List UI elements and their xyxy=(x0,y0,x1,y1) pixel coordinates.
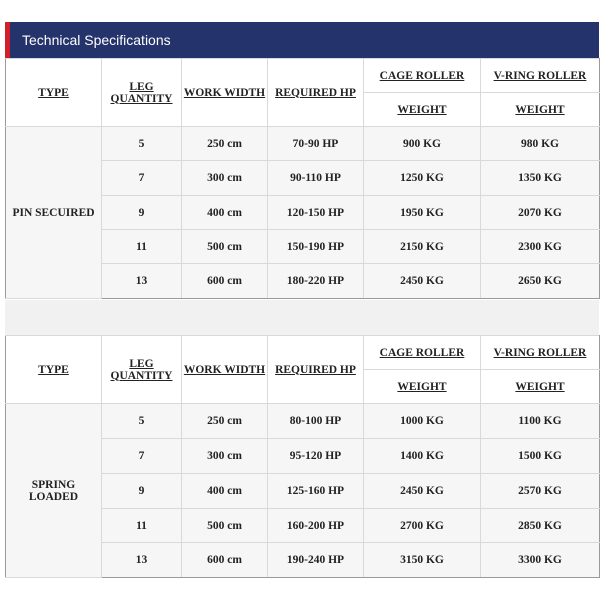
header-leg-quantity: LEG QUANTITY xyxy=(102,336,182,404)
cage-weight-cell: 1250 KG xyxy=(364,161,481,196)
vring-weight-cell: 2850 KG xyxy=(481,509,600,543)
spec-panel xyxy=(5,22,599,578)
spec-table-spring-loaded xyxy=(5,335,600,578)
header-cage-roller: CAGE ROLLER xyxy=(364,336,481,370)
header-cage-weight: WEIGHT xyxy=(364,93,481,127)
vring-weight-cell: 1100 KG xyxy=(481,404,600,439)
header-type: TYPE xyxy=(6,336,102,404)
hp-cell: 160-200 HP xyxy=(268,509,364,543)
header-cage-weight: WEIGHT xyxy=(364,370,481,404)
leg-cell: 13 xyxy=(102,543,182,578)
leg-cell: 5 xyxy=(102,404,182,439)
width-cell: 300 cm xyxy=(182,161,268,196)
leg-cell: 13 xyxy=(102,264,182,299)
table-row xyxy=(6,127,600,161)
header-type: TYPE xyxy=(6,59,102,127)
table-separator xyxy=(5,300,599,335)
cage-weight-cell: 2450 KG xyxy=(364,474,481,509)
cage-weight-cell: 1000 KG xyxy=(364,404,481,439)
hp-cell: 150-190 HP xyxy=(268,230,364,264)
width-cell: 400 cm xyxy=(182,474,268,509)
hp-cell: 180-220 HP xyxy=(268,264,364,299)
vring-weight-cell: 2650 KG xyxy=(481,264,600,299)
type-cell: SPRING LOADED xyxy=(6,404,102,578)
vring-weight-cell: 2300 KG xyxy=(481,230,600,264)
hp-cell: 120-150 HP xyxy=(268,196,364,230)
cage-weight-cell: 2450 KG xyxy=(364,264,481,299)
vring-weight-cell: 3300 KG xyxy=(481,543,600,578)
header-leg-quantity: LEG QUANTITY xyxy=(102,59,182,127)
leg-cell: 5 xyxy=(102,127,182,161)
header-work-width: WORK WIDTH xyxy=(182,59,268,127)
vring-weight-cell: 2070 KG xyxy=(481,196,600,230)
cage-weight-cell: 900 KG xyxy=(364,127,481,161)
width-cell: 600 cm xyxy=(182,264,268,299)
leg-cell: 9 xyxy=(102,474,182,509)
header-vring-roller: V-RING ROLLER xyxy=(481,59,600,93)
cage-weight-cell: 2700 KG xyxy=(364,509,481,543)
leg-cell: 11 xyxy=(102,509,182,543)
header-required-hp: REQUIRED HP xyxy=(268,59,364,127)
width-cell: 500 cm xyxy=(182,509,268,543)
header-vring-weight: WEIGHT xyxy=(481,93,600,127)
leg-cell: 11 xyxy=(102,230,182,264)
width-cell: 300 cm xyxy=(182,439,268,474)
width-cell: 400 cm xyxy=(182,196,268,230)
table-row xyxy=(6,404,600,439)
vring-weight-cell: 2570 KG xyxy=(481,474,600,509)
spec-table-pin-secured xyxy=(5,58,600,299)
leg-cell: 9 xyxy=(102,196,182,230)
header-cage-roller: CAGE ROLLER xyxy=(364,59,481,93)
panel-title: Technical Specifications xyxy=(5,22,599,58)
hp-cell: 90-110 HP xyxy=(268,161,364,196)
leg-cell: 7 xyxy=(102,161,182,196)
cage-weight-cell: 3150 KG xyxy=(364,543,481,578)
hp-cell: 80-100 HP xyxy=(268,404,364,439)
width-cell: 500 cm xyxy=(182,230,268,264)
leg-cell: 7 xyxy=(102,439,182,474)
vring-weight-cell: 980 KG xyxy=(481,127,600,161)
width-cell: 250 cm xyxy=(182,404,268,439)
width-cell: 250 cm xyxy=(182,127,268,161)
cage-weight-cell: 1400 KG xyxy=(364,439,481,474)
hp-cell: 70-90 HP xyxy=(268,127,364,161)
header-required-hp: REQUIRED HP xyxy=(268,336,364,404)
hp-cell: 95-120 HP xyxy=(268,439,364,474)
vring-weight-cell: 1500 KG xyxy=(481,439,600,474)
type-cell: PIN SECUIRED xyxy=(6,127,102,299)
header-vring-roller: V-RING ROLLER xyxy=(481,336,600,370)
header-work-width: WORK WIDTH xyxy=(182,336,268,404)
width-cell: 600 cm xyxy=(182,543,268,578)
hp-cell: 125-160 HP xyxy=(268,474,364,509)
cage-weight-cell: 1950 KG xyxy=(364,196,481,230)
cage-weight-cell: 2150 KG xyxy=(364,230,481,264)
vring-weight-cell: 1350 KG xyxy=(481,161,600,196)
header-vring-weight: WEIGHT xyxy=(481,370,600,404)
hp-cell: 190-240 HP xyxy=(268,543,364,578)
